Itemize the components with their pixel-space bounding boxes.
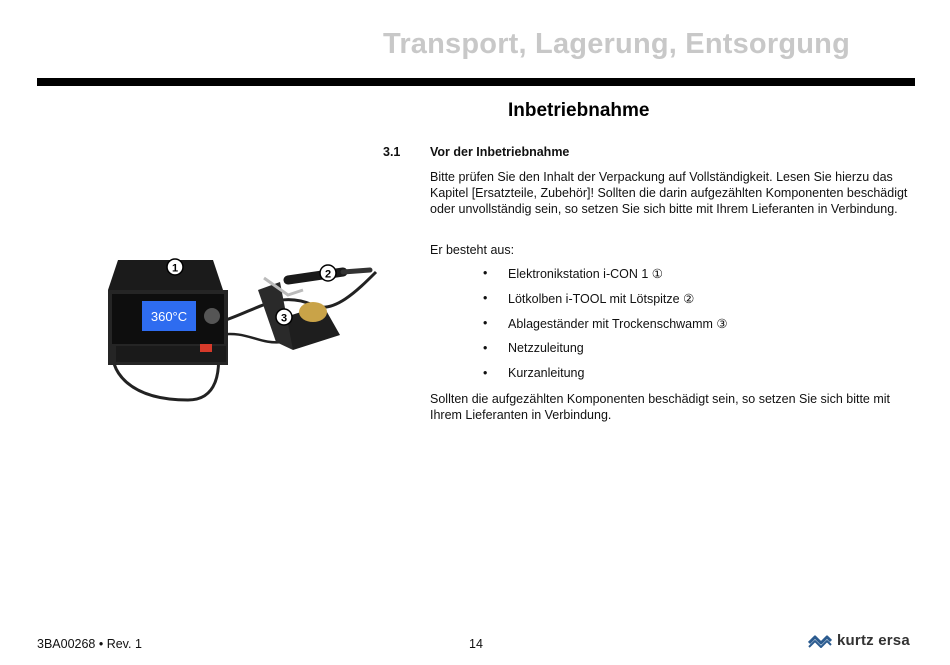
brand-logo [808, 632, 910, 649]
chapter-title: Inbetriebnahme [508, 100, 650, 121]
consists-paragraph: Er besteht aus: [430, 243, 515, 257]
list-item-label: Elektronikstation i-CON 1 ① [508, 267, 664, 281]
list-item-label: Kurzanleitung [508, 366, 585, 380]
svg-text:2: 2 [324, 268, 332, 281]
callout-1 [167, 259, 183, 275]
list-item [483, 316, 728, 341]
list-item [483, 341, 728, 366]
list-item-label: Netzzuleitung [508, 341, 584, 355]
power-switch-icon [200, 344, 212, 352]
callout-2 [320, 265, 336, 281]
bullet-icon: • [483, 291, 488, 305]
intro-paragraph: Bitte prüfen Sie den Inhalt der Verpackung auf Vollständigkeit. Lesen Sie hierzu das Kapitel [Ersatzteile, Zubehör]! Sollten die darin aufgezählten Komponenten beschädigt oder unvollständig sein, so setzen Sie sich bitte mit Ihrem Lieferanten in Verbindung. [430, 170, 908, 216]
rotary-knob-icon [204, 308, 220, 324]
bullet-icon: • [483, 266, 488, 280]
display-temperature: 360°C [150, 309, 188, 324]
callout-3 [276, 309, 292, 325]
list-item [483, 266, 728, 291]
list-item [483, 366, 728, 391]
list-item-label: Ablageständer mit Trockenschwamm ③ [508, 317, 728, 331]
header-rule [37, 78, 915, 86]
list-item-label: Lötkolben i-TOOL mit Lötspitze ② [508, 292, 695, 306]
section-title: Vor der Inbetriebnahme [430, 145, 570, 159]
list-item [483, 291, 728, 316]
soldering-station-photo [108, 250, 388, 410]
bullet-icon: • [483, 366, 488, 380]
brand-mark-icon [808, 633, 832, 649]
running-header-title: Transport, Lagerung, Entsorgung [383, 28, 850, 60]
section-number: 3.1 [383, 145, 401, 159]
component-list [483, 266, 728, 391]
svg-text:3: 3 [280, 312, 288, 325]
svg-text:1: 1 [171, 262, 179, 275]
page-number: 14 [469, 637, 483, 651]
closing-paragraph: Sollten die aufgezählten Komponenten beschädigt sein, so setzen Sie sich bitte mit Ihrem Lieferanten in Verbindung. [430, 392, 891, 422]
brand-name: kurtz ersa [837, 632, 910, 649]
bullet-icon: • [483, 341, 488, 355]
bullet-icon: • [483, 316, 488, 330]
footer-doc-id: 3BA00268 • Rev. 1 [37, 637, 142, 651]
